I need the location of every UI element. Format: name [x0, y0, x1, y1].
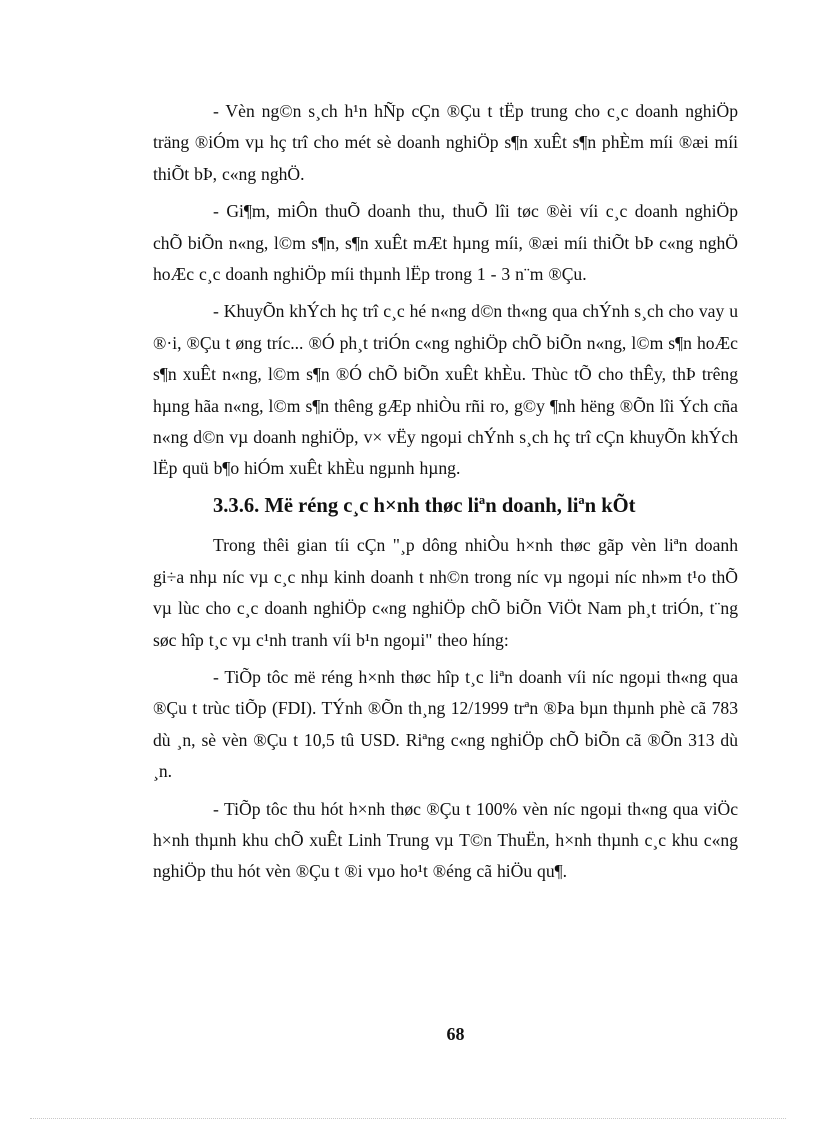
page-bottom-divider: [30, 1118, 786, 1119]
section-heading: 3.3.6. Më réng c¸c h×nh thøc liªn doanh, liªn kÕt: [213, 494, 636, 517]
paragraph-export-zones: - TiÕp tôc thu hót h×nh thøc ®Çu t 100% vèn níc ngoµi th«ng qua viÖc h×nh thµnh khu chÕ xuÊt Linh Trung vµ T©n ThuËn, h×nh thµnh c¸c khu c«ng nghiÖp thu hót vèn ®Çu t ®i vµo ho¹t ®éng cã hiÖu qu¶.: [153, 798, 738, 882]
paragraph-joint-venture-intro: Trong thêi gian tíi cÇn "¸p dông nhiÒu h×nh thøc gãp vèn liªn doanh gi÷a nhµ níc vµ c¸c nhµ kinh doanh t nh©n trong níc vµ ngoµi níc nh»m t¹o thÕ vµ lùc cho c¸c doanh nghiÖp c«ng nghiÖp chÕ biÕn ViÖt Nam ph¸t triÓn, t¨ng søc hîp t¸c vµ c¹nh tranh víi b¹n ngoµi" theo híng:: [153, 535, 738, 650]
paragraph-state-budget: - Vèn ng©n s¸ch h¹n hÑp cÇn ®Çu t tËp trung cho c¸c doanh nghiÖp träng ®iÓm vµ hç trî cho mét sè doanh nghiÖp s¶n xuÊt s¶n phÈm míi ®æi míi thiÕt bÞ, c«ng nghÖ.: [153, 101, 738, 184]
paragraph-farmer-support: - KhuyÕn khÝch hç trî c¸c hé n«ng d©n th«ng qua chÝnh s¸ch cho vay u ®·i, ®Çu t øng tríc... ®Ó ph¸t triÓn c«ng nghiÖp chÕ biÕn n«ng, l©m s¶n hoÆc s¶n xuÊt n«ng, l©m s¶n ®Ó chÕ biÕn xuÊt khÈu. Thùc tÕ cho thÊy, thÞ trêng hµng hãa n«ng, l©m s¶n thêng gÆp nhiÒu rñi ro, g©y ¶nh hëng ®Õn lîi Ých cña n«ng d©n vµ doanh nghiÖp, v× vËy ngoµi chÝnh s¸ch hç trî cÇn khuyÕn khÝch lËp quü b¶o hiÓm xuÊt khÈu ngµnh hµng.: [153, 301, 738, 479]
paragraph-fdi: - TiÕp tôc më réng h×nh thøc hîp t¸c liªn doanh víi níc ngoµi th«ng qua ®Çu t trùc tiÕp (FDI). TÝnh ®Õn th¸ng 12/1999 trªn ®Þa bµn thµnh phè cã 783 dù ¸n, sè vèn ®Çu t 10,5 tû USD. Riªng c«ng nghiÖp chÕ biÕn cã ®Õn 313 dù ¸n.: [153, 666, 738, 782]
paragraph-tax-exemption: - Gi¶m, miÔn thuÕ doanh thu, thuÕ lîi tøc ®èi víi c¸c doanh nghiÖp chÕ biÕn n«ng, l©m s¶n, s¶n xuÊt mÆt hµng míi, ®æi míi thiÕt bÞ c«ng nghÖ hoÆc c¸c doanh nghiÖp míi thµnh lËp trong 1 - 3 n¨m ®Çu.: [153, 201, 738, 285]
document-body: [153, 96, 738, 894]
page-number: 68: [446, 1024, 465, 1044]
